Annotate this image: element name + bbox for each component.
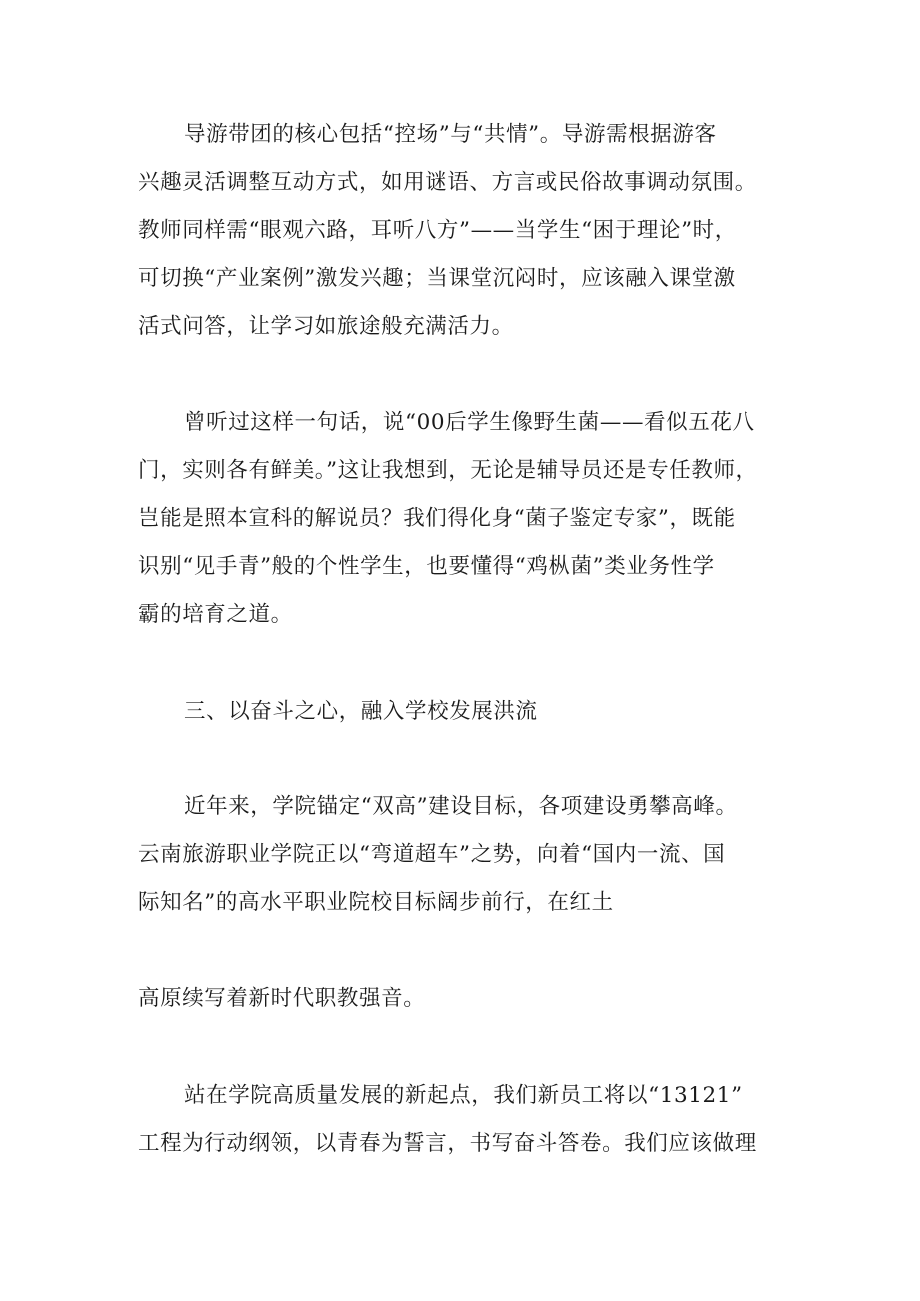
paragraph-1-line-2: 兴趣灵活调整互动方式，如用谜语、方言或民俗故事调动氛围。: [138, 170, 757, 195]
paragraph-2-line-1: 曾听过这样一句话，说“00后学生像野生菌——看似五花八: [184, 410, 755, 435]
paragraph-6-line-1: 站在学院高质量发展的新起点，我们新员工将以“13121”: [184, 1083, 743, 1108]
paragraph-4-line-3: 际知名”的高水平职业院校目标阔步前行，在红土: [138, 890, 614, 915]
paragraph-2-line-5: 霸的培育之道。: [138, 602, 293, 627]
paragraph-1-line-4: 可切换“产业案例”激发兴趣；当课堂沉闷时，应该融入课堂激: [138, 266, 736, 291]
paragraph-1-line-5: 活式问答，让学习如旅途般充满活力。: [138, 314, 514, 339]
paragraph-6-line-2: 工程为行动纲领，以青春为誓言，书写奋斗答卷。我们应该做理: [138, 1131, 757, 1156]
paragraph-2-line-4: 识别“见手青”般的个性学生，也要懂得“鸡枞菌”类业务性学: [138, 554, 715, 579]
section-heading: 三、以奋斗之心，融入学校发展洪流: [184, 699, 538, 724]
paragraph-1-line-1: 导游带团的核心包括“控场”与“共情”。导游需根据游客: [184, 122, 717, 147]
paragraph-2-line-3: 岂能是照本宣科的解说员？我们得化身“菌子鉴定专家”，既能: [138, 506, 736, 531]
paragraph-2-line-2: 门，实则各有鲜美。”这让我想到，无论是辅导员还是专任教师，: [138, 458, 758, 483]
paragraph-4-line-2: 云南旅游职业学院正以“弯道超车”之势，向着“国内一流、国: [138, 842, 726, 867]
paragraph-5-line-1: 高原续写着新时代职教强音。: [138, 986, 426, 1011]
paragraph-4-line-1: 近年来，学院锚定“双高”建设目标，各项建设勇攀高峰。: [184, 794, 738, 819]
paragraph-1-line-3: 教师同样需“眼观六路，耳听八方”——当学生“困于理论”时，: [138, 218, 737, 243]
